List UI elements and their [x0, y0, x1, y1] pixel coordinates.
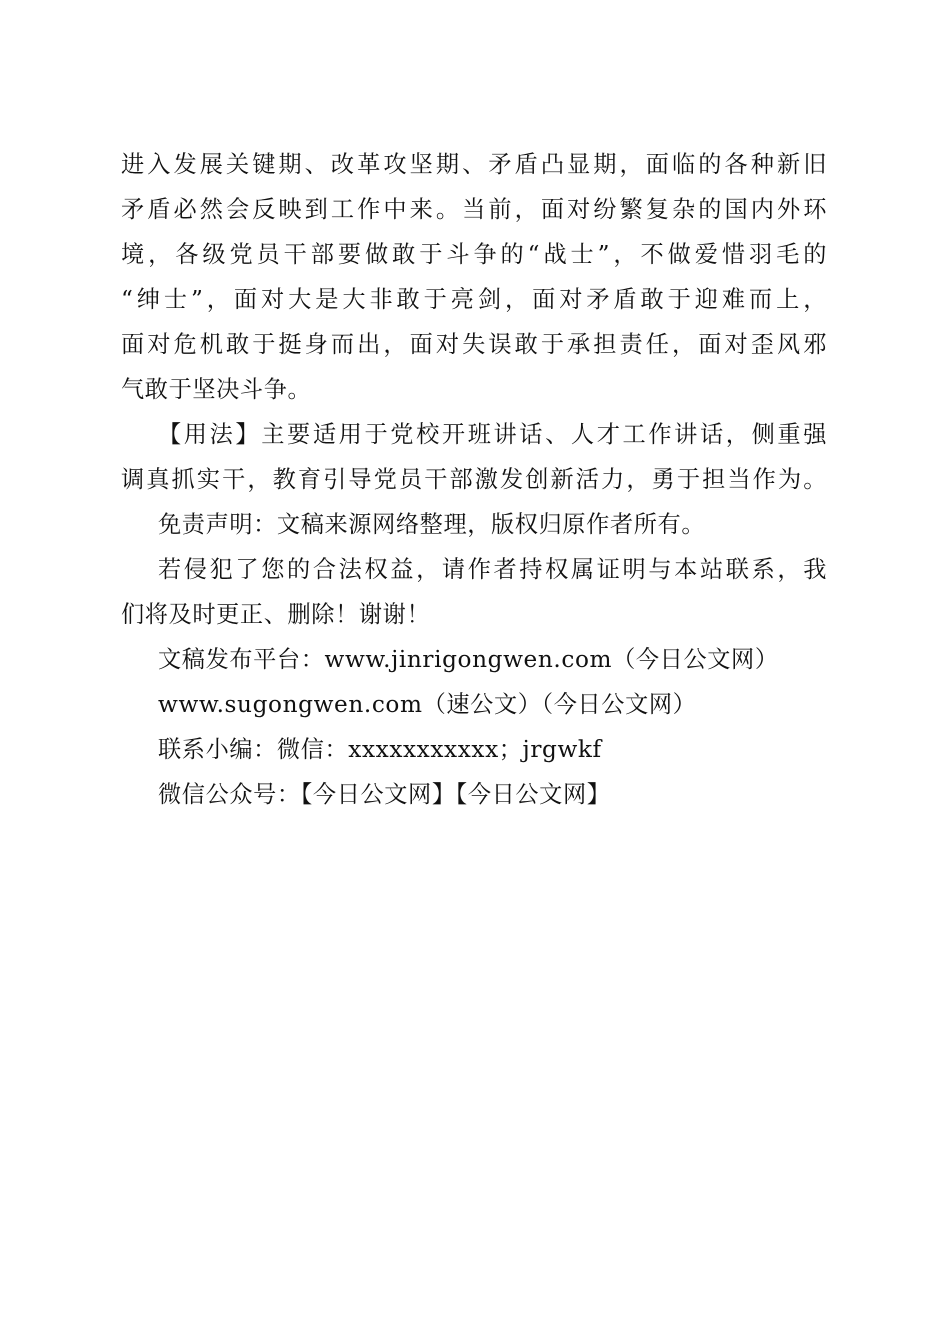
- wechat-account-text: 微信公众号：【今日公文网】【今日公文网】: [158, 781, 611, 808]
- paragraph-line: 矛盾必然会反映到工作中来。当前，面对纷繁复杂的国内外环: [121, 196, 827, 223]
- infringement-paragraph: [121, 547, 827, 637]
- document-body: [121, 142, 827, 817]
- platform-text: 文稿发布平台：www.jinrigongwen.com（今日公文网）: [158, 646, 779, 673]
- usage-line: 【用法】主要适用于党校开班讲话、人才工作讲话，侧重强: [158, 421, 827, 448]
- contact-text: 联系小编：微信：xxxxxxxxxxx；jrgwkf: [158, 736, 602, 763]
- usage-paragraph: [121, 412, 827, 502]
- site-text: www.sugongwen.com（速公文）（今日公文网）: [158, 691, 697, 718]
- usage-line: 调真抓实干，教育引导党员干部激发创新活力，勇于担当作为。: [121, 466, 827, 493]
- body-paragraph: [121, 142, 827, 412]
- disclaimer-text: 免责声明：文稿来源网络整理，版权归原作者所有。: [158, 511, 706, 538]
- infringement-line: 若侵犯了您的合法权益，请作者持权属证明与本站联系，我: [158, 556, 827, 583]
- paragraph-line: 气敢于坚决斗争。: [121, 376, 312, 403]
- paragraph-line: “绅士”，面对大是大非敢于亮剑，面对矛盾敢于迎难而上，: [121, 286, 827, 313]
- paragraph-line: 境，各级党员干部要做敢于斗争的“战士”，不做爱惜羽毛的: [121, 241, 827, 268]
- infringement-line: 们将及时更正、删除！谢谢！: [121, 601, 431, 628]
- paragraph-line: 进入发展关键期、改革攻坚期、矛盾凸显期，面临的各种新旧: [121, 151, 827, 178]
- paragraph-line: 面对危机敢于挺身而出，面对失误敢于承担责任，面对歪风邪: [121, 331, 827, 358]
